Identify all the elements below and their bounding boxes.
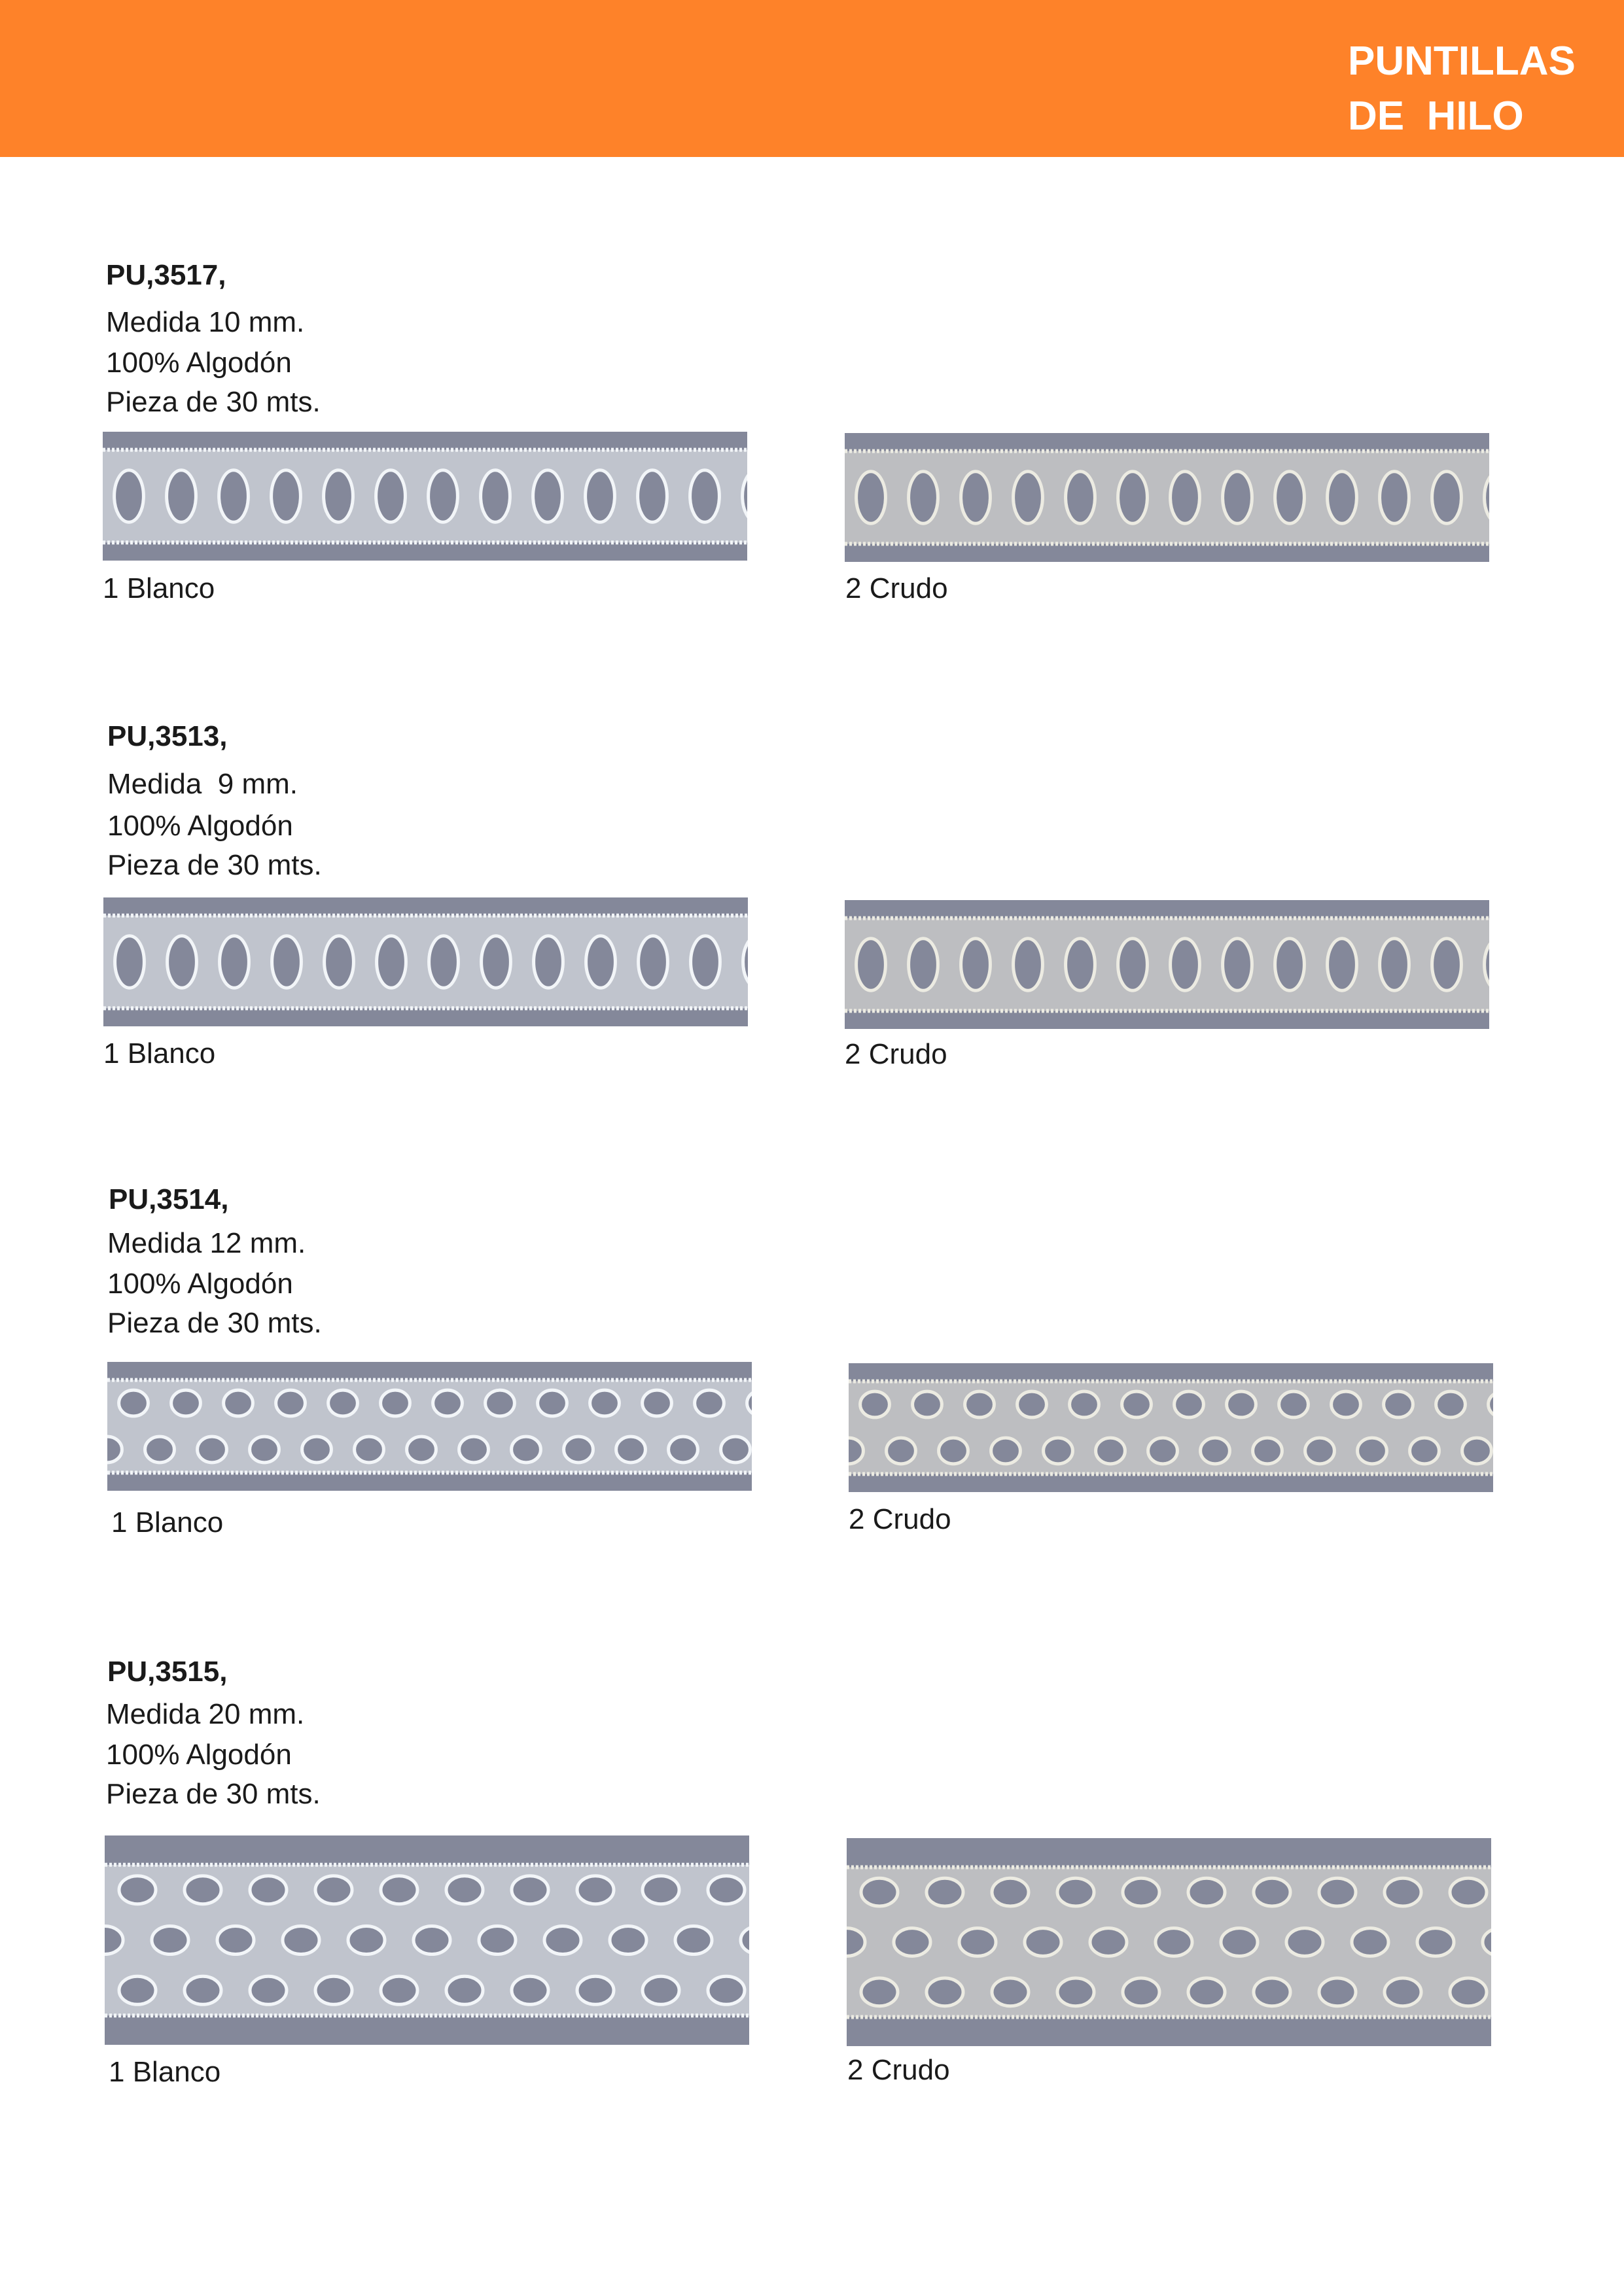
product-size: Medida 10 mm. xyxy=(106,306,305,338)
lace-swatch-ecru xyxy=(845,433,1489,562)
lace-swatch-ecru xyxy=(845,900,1489,1029)
lace-pattern xyxy=(847,1838,1491,2046)
product-material: 100% Algodón xyxy=(107,810,293,842)
product-code: PU,3515, xyxy=(107,1656,228,1688)
product-size: Medida 20 mm. xyxy=(106,1698,305,1730)
variant-label: 1 Blanco xyxy=(103,1037,216,1070)
variant-label: 2 Crudo xyxy=(849,1503,951,1535)
product-code: PU,3517, xyxy=(106,259,226,291)
lace-swatch-white xyxy=(107,1362,752,1491)
page-title xyxy=(1348,34,1576,144)
lace-swatch-white xyxy=(103,897,748,1026)
variant-label: 2 Crudo xyxy=(847,2054,950,2086)
product-code: PU,3514, xyxy=(109,1183,229,1215)
variant-label: 1 Blanco xyxy=(111,1506,224,1539)
product-material: 100% Algodón xyxy=(106,1739,292,1771)
variant-label: 2 Crudo xyxy=(845,1038,947,1070)
product-size: Medida 9 mm. xyxy=(107,768,298,800)
product-code: PU,3513, xyxy=(107,720,228,752)
variant-label: 1 Blanco xyxy=(109,2056,221,2088)
product-piece: Pieza de 30 mts. xyxy=(107,849,322,881)
product-material: 100% Algodón xyxy=(106,347,292,379)
lace-pattern xyxy=(845,433,1489,562)
lace-pattern xyxy=(103,432,747,561)
variant-label: 1 Blanco xyxy=(103,572,215,604)
lace-pattern xyxy=(103,897,748,1026)
page-title-line1: PUNTILLAS xyxy=(1348,39,1576,84)
product-material: 100% Algodón xyxy=(107,1268,293,1300)
lace-swatch-ecru xyxy=(849,1363,1493,1492)
lace-swatch-white xyxy=(103,432,747,561)
lace-pattern xyxy=(105,1835,749,2045)
lace-pattern xyxy=(845,900,1489,1029)
product-piece: Pieza de 30 mts. xyxy=(106,386,321,418)
lace-pattern xyxy=(849,1363,1493,1492)
page-title-line2: DE HILO xyxy=(1348,94,1524,139)
product-piece: Pieza de 30 mts. xyxy=(107,1307,322,1339)
lace-pattern xyxy=(107,1362,752,1491)
product-size: Medida 12 mm. xyxy=(107,1227,306,1259)
lace-swatch-white xyxy=(105,1835,749,2045)
lace-swatch-ecru xyxy=(847,1838,1491,2046)
product-piece: Pieza de 30 mts. xyxy=(106,1778,321,1810)
variant-label: 2 Crudo xyxy=(845,572,948,604)
